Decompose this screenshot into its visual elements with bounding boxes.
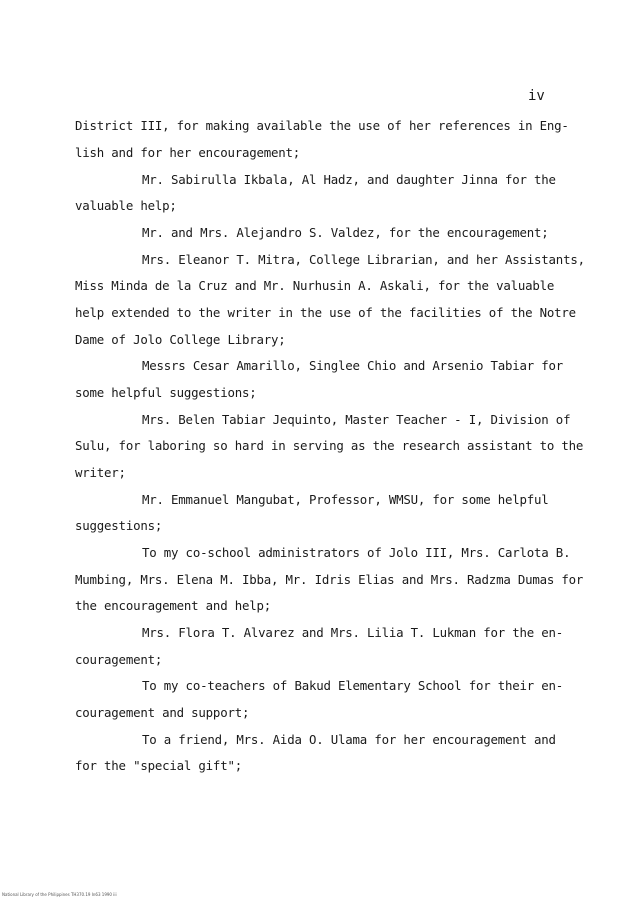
text-line: To my co-teachers of Bakud Elementary School for their en-: [142, 678, 564, 693]
text-line: suggestions;: [75, 518, 163, 533]
text-line: writer;: [75, 465, 126, 480]
text-line: To my co-school administrators of Jolo III, Mrs. Carlota B.: [142, 545, 571, 560]
text-line: lish and for her encouragement;: [75, 145, 301, 160]
text-line: some helpful suggestions;: [75, 385, 257, 400]
text-line: To a friend, Mrs. Aida O. Ulama for her encouragement and: [142, 732, 556, 747]
text-line: Messrs Cesar Amarillo, Singlee Chio and Arsenio Tabiar for: [142, 358, 564, 373]
text-line: Mrs. Belen Tabiar Jequinto, Master Teacher - I, Division of: [142, 412, 571, 427]
text-line: Mumbing, Mrs. Elena M. Ibba, Mr. Idris Elias and Mrs. Radzma Dumas for: [75, 572, 584, 587]
page-number: iv: [528, 88, 545, 104]
text-line: Mr. Emmanuel Mangubat, Professor, WMSU, for some helpful: [142, 492, 549, 507]
text-line: Mrs. Eleanor T. Mitra, College Librarian, and her Assistants,: [142, 252, 585, 267]
text-line: the encouragement and help;: [75, 598, 272, 613]
text-line: help extended to the writer in the use of the facilities of the Notre: [75, 305, 576, 320]
text-line: couragement and support;: [75, 705, 250, 720]
text-line: Mrs. Flora T. Alvarez and Mrs. Lilia T. Lukman for the en-: [142, 625, 564, 640]
text-line: valuable help;: [75, 198, 177, 213]
text-line: Mr. and Mrs. Alejandro S. Valdez, for the encouragement;: [142, 225, 549, 240]
text-line: couragement;: [75, 652, 163, 667]
text-line: District III, for making available the use of her references in Eng-: [75, 118, 569, 133]
text-line: Miss Minda de la Cruz and Mr. Nurhusin A. Askali, for the valuable: [75, 278, 555, 293]
footer-note: National Library of the Philippines TH370.19 In63 1990 iii: [2, 892, 117, 897]
text-line: Mr. Sabirulla Ikbala, Al Hadz, and daughter Jinna for the: [142, 172, 556, 187]
text-line: for the "special gift";: [75, 758, 242, 773]
text-line: Sulu, for laboring so hard in serving as the research assistant to the: [75, 438, 584, 453]
text-line: Dame of Jolo College Library;: [75, 332, 286, 347]
